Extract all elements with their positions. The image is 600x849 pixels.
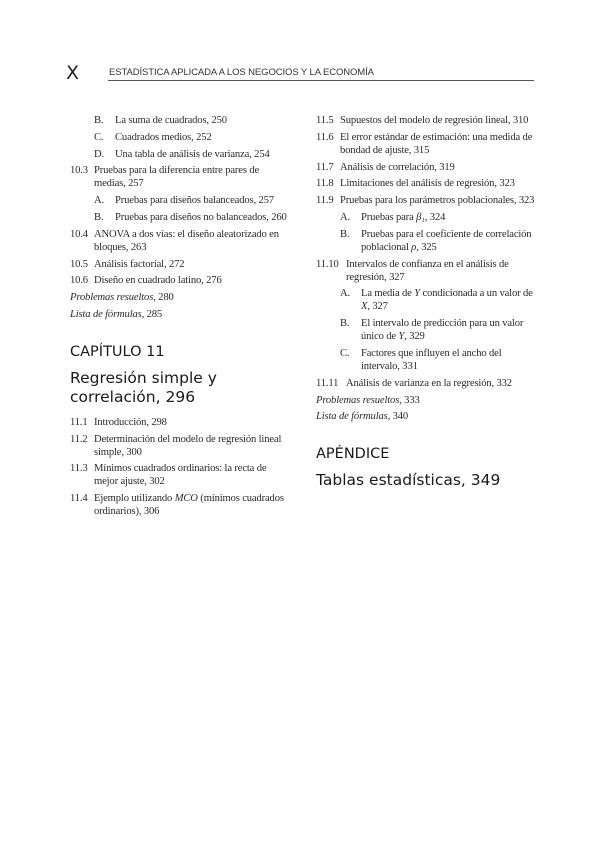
toc-entry-number: 11.5 — [316, 115, 334, 126]
toc-entry — [316, 317, 536, 343]
toc-entry-number: 11.8 — [316, 178, 334, 190]
chapter-entries — [70, 416, 292, 518]
toc-entry — [70, 462, 292, 488]
toc-entry-italic-text: Y — [414, 288, 420, 300]
toc-entry — [70, 114, 292, 127]
toc-entry-number: A. — [340, 288, 350, 300]
toc-entry-text: 333 — [401, 394, 420, 406]
toc-entry — [70, 291, 292, 304]
chapter10-entries — [70, 114, 292, 321]
toc-entry — [70, 131, 292, 144]
toc-entry — [70, 211, 292, 224]
toc-entry-text: Pruebas para diseños no balanceados, 260 — [115, 211, 287, 223]
toc-entry — [70, 492, 292, 518]
toc-entry — [316, 228, 536, 254]
toc-entry-text: El error estándar de estimación: una medida de bondad de ajuste, 315 — [340, 131, 533, 156]
toc-entry — [316, 347, 536, 373]
toc-entry — [70, 258, 292, 271]
toc-entry-italic-text: Y — [398, 331, 405, 343]
toc-entry-italic-text: Problemas resueltos, — [70, 292, 156, 304]
toc-left-column — [70, 114, 292, 522]
appendix-label: APÉNDICE — [316, 446, 390, 463]
running-title: ESTADÍSTICA APLICADA A LOS NEGOCIOS Y LA ECONOMÍA — [109, 67, 374, 78]
toc-entry — [316, 194, 536, 207]
toc-right-column — [316, 114, 536, 499]
toc-entry — [70, 194, 292, 207]
toc-entry-italic-text: X — [361, 301, 368, 313]
toc-entry-text: Intervalos de confianza en el análisis de regresión, 327 — [346, 258, 509, 283]
toc-entry-number: 11.3 — [70, 463, 88, 475]
toc-entry — [316, 410, 536, 423]
toc-entry-text: Introducción, 298 — [94, 416, 167, 428]
toc-entry-number: B. — [340, 228, 350, 240]
toc-entry-text: Pruebas para los parámetros poblacionales, 323 — [340, 195, 535, 207]
toc-entry — [70, 433, 292, 459]
toc-entry-text: Diseño en cuadrado latino, 276 — [94, 275, 222, 287]
toc-entry-text: El intervalo de predicción para un valor único de — [361, 318, 524, 343]
toc-entry-number: 11.7 — [316, 161, 334, 173]
toc-entry-text: Cuadrados medios, 252 — [115, 131, 212, 143]
toc-entry — [316, 258, 536, 284]
toc-entry — [70, 308, 292, 321]
toc-entry-text: Pruebas para el coeficiente de correlación poblacional — [361, 228, 532, 253]
toc-entry-number: A. — [340, 211, 350, 223]
toc-entry-number: 11.11 — [316, 377, 339, 389]
toc-entry-number: 11.10 — [316, 258, 339, 270]
toc-entry — [316, 287, 536, 313]
toc-entry-italic-text: MCO — [174, 493, 198, 505]
toc-entry-text: Determinación del modelo de regresión lineal simple, 300 — [94, 433, 282, 458]
toc-entry — [316, 161, 536, 174]
toc-entry-italic-text: Lista de fórmulas, — [316, 411, 391, 423]
toc-entry-number: 10.3 — [70, 165, 88, 177]
toc-entry — [70, 164, 292, 190]
toc-entry-text: 285 — [144, 308, 163, 320]
page-number: X — [66, 62, 80, 84]
toc-entry-text: Análisis de correlación, 319 — [340, 161, 455, 173]
toc-entry-number: 10.6 — [70, 275, 88, 287]
toc-entry-number: 11.2 — [70, 433, 88, 445]
toc-entry-number: B. — [94, 115, 104, 126]
toc-entry-text: condicionada a un valor de — [419, 288, 533, 300]
toc-entry-italic-text: ρ — [411, 241, 417, 253]
toc-entry-text: La media de — [361, 288, 415, 300]
toc-entry-italic-text: Lista de fórmulas, — [70, 308, 145, 320]
toc-entry-text: Limitaciones del análisis de regresión, 323 — [340, 178, 515, 190]
toc-entry-text: 280 — [155, 292, 174, 304]
toc-entry-italic-text: Problemas resueltos, — [316, 394, 402, 406]
toc-entry-text: Análisis de varianza en la regresión, 332 — [346, 377, 512, 389]
toc-entry-number: 10.5 — [70, 258, 88, 270]
chapter11-continued-entries — [316, 114, 536, 423]
toc-entry-text: Análisis factorial, 272 — [94, 258, 185, 270]
toc-entry-text: La suma de cuadrados, 250 — [115, 115, 227, 126]
toc-entry-text: , 324 — [424, 211, 446, 223]
toc-entry-text: Una tabla de análisis de varianza, 254 — [115, 148, 270, 160]
toc-entry — [70, 228, 292, 254]
toc-entry — [316, 394, 536, 407]
toc-entry-number: A. — [94, 195, 104, 207]
toc-entry-number: D. — [94, 148, 104, 160]
toc-entry-number: 11.4 — [70, 493, 88, 505]
toc-entry — [70, 416, 292, 429]
toc-entry — [70, 274, 292, 287]
header-rule — [108, 80, 534, 81]
toc-entry-text: Factores que influyen el ancho del intervalo, 331 — [361, 347, 502, 372]
toc-entry-text: , 327 — [367, 301, 388, 313]
toc-entry — [316, 131, 536, 157]
toc-entry-number: B. — [94, 211, 104, 223]
toc-entry-text: Pruebas para — [361, 211, 417, 223]
toc-entry-text: Mínimos cuadrados ordinarios: la recta de mejor ajuste, 302 — [94, 463, 267, 488]
toc-entry-italic-text: β₁ — [416, 211, 425, 223]
toc-entry-text: Ejemplo utilizando — [94, 493, 175, 505]
toc-entry-number: C. — [94, 131, 104, 143]
appendix-title: Tablas estadísticas, 349 — [316, 471, 501, 490]
toc-entry — [316, 377, 536, 390]
toc-entry-number: 11.6 — [316, 131, 334, 143]
toc-entry-text: ANOVA a dos vías: el diseño aleatorizado en bloques, 263 — [94, 228, 279, 253]
toc-entry-number: 11.1 — [70, 416, 88, 428]
toc-entry-text: 340 — [390, 411, 409, 423]
toc-entry-text: , 325 — [416, 241, 437, 253]
toc-entry — [316, 211, 536, 224]
toc-entry-text: Pruebas para diseños balanceados, 257 — [115, 195, 274, 207]
toc-entry — [316, 177, 536, 190]
toc-entry-text: Pruebas para la diferencia entre pares de medias, 257 — [94, 165, 260, 190]
toc-entry-number: C. — [340, 347, 350, 359]
toc-entry-number: B. — [340, 318, 350, 330]
toc-entry-number: 11.9 — [316, 195, 334, 207]
toc-entry — [70, 148, 292, 161]
toc-entry-number: 10.4 — [70, 228, 88, 240]
toc-entry-text: (mínimos cuadrados ordinarios), 306 — [94, 493, 284, 518]
toc-entry-text: Supuestos del modelo de regresión lineal, 310 — [340, 115, 529, 126]
chapter-label: CAPÍTULO 11 — [70, 343, 165, 360]
chapter-title: Regresión simple y correlación, 296 — [70, 369, 217, 407]
toc-entry — [316, 114, 536, 127]
toc-entry-text: , 329 — [404, 331, 425, 343]
